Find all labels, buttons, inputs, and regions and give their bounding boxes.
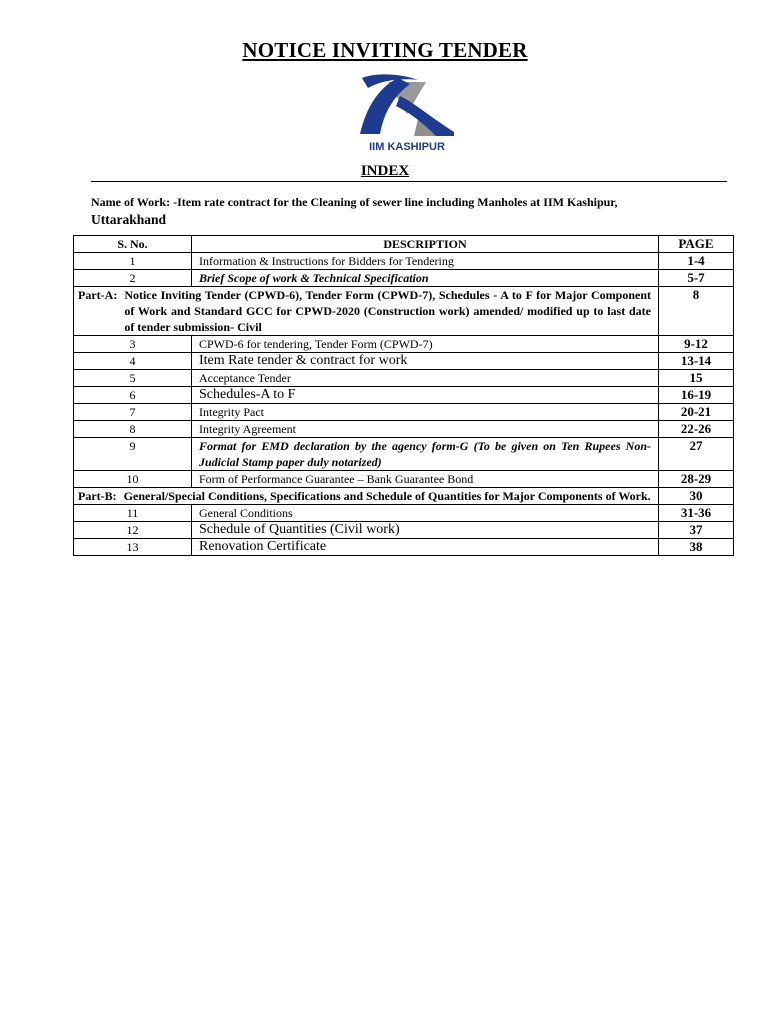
row-description: Format for EMD declaration by the agency form-G (To be given on Ten Rupees Non-Judicial Stamp paper duly notarized) (192, 438, 659, 471)
row-sno: 6 (74, 387, 192, 404)
row-description: Renovation Certificate (192, 539, 659, 556)
row-description: Acceptance Tender (192, 370, 659, 387)
table-row (74, 253, 734, 270)
table-row (74, 471, 734, 488)
name-of-work (91, 193, 731, 229)
row-description: Schedule of Quantities (Civil work) (192, 522, 659, 539)
part-a-cell (74, 287, 659, 336)
row-page: 22-26 (659, 421, 734, 438)
row-page: 37 (659, 522, 734, 539)
header-description: DESCRIPTION (192, 236, 659, 253)
row-description: Integrity Pact (192, 404, 659, 421)
part-a-page: 8 (659, 287, 734, 336)
index-heading: INDEX (360, 163, 410, 179)
table-header-row (74, 236, 734, 253)
table-row (74, 336, 734, 353)
part-a-label: Part-A: (78, 288, 118, 302)
part-b-page: 30 (659, 488, 734, 505)
row-description: Schedules-A to F (192, 387, 659, 404)
row-description: Brief Scope of work & Technical Specification (192, 270, 659, 287)
table-row (74, 438, 734, 471)
row-sno: 7 (74, 404, 192, 421)
row-sno: 5 (74, 370, 192, 387)
index-table (73, 235, 734, 556)
row-sno: 2 (74, 270, 192, 287)
table-row (74, 522, 734, 539)
row-page: 5-7 (659, 270, 734, 287)
logo-text: IIM KASHIPUR (369, 141, 445, 153)
row-description: Integrity Agreement (192, 421, 659, 438)
row-page: 38 (659, 539, 734, 556)
row-page: 9-12 (659, 336, 734, 353)
name-of-work-place: Uttarakhand (91, 212, 167, 227)
index-rule-line (91, 181, 727, 182)
row-sno: 10 (74, 471, 192, 488)
table-row (74, 539, 734, 556)
header-sno: S. No. (74, 236, 192, 253)
row-sno: 4 (74, 353, 192, 370)
table-row (74, 505, 734, 522)
row-page: 15 (659, 370, 734, 387)
part-b-cell (74, 488, 659, 505)
row-sno: 11 (74, 505, 192, 522)
row-page: 31-36 (659, 505, 734, 522)
document-title: NOTICE INVITING TENDER (242, 38, 528, 62)
row-page: 16-19 (659, 387, 734, 404)
header-page: PAGE (659, 236, 734, 253)
table-row (74, 370, 734, 387)
table-row (74, 387, 734, 404)
row-description: Information & Instructions for Bidders for Tendering (192, 253, 659, 270)
table-row (74, 270, 734, 287)
iim-kashipur-logo (352, 74, 462, 154)
part-a-text: Notice Inviting Tender (CPWD-6), Tender Form (CPWD-7), Schedules - A to F for Major Component of Work and Standard GCC for CPWD-2020 (Construction work) amended/ modified up to last date of tender submission- Civil (124, 288, 651, 334)
row-page: 20-21 (659, 404, 734, 421)
part-b-row (74, 488, 734, 505)
part-b-label: Part-B: (78, 489, 117, 503)
row-description: CPWD-6 for tendering, Tender Form (CPWD-7) (192, 336, 659, 353)
part-b-text: General/Special Conditions, Specifications and Schedule of Quantities for Major Components of Work. (123, 489, 651, 503)
row-sno: 1 (74, 253, 192, 270)
row-sno: 3 (74, 336, 192, 353)
row-sno: 12 (74, 522, 192, 539)
row-sno: 9 (74, 438, 192, 471)
table-row (74, 353, 734, 370)
table-row (74, 421, 734, 438)
row-description: General Conditions (192, 505, 659, 522)
name-of-work-line: Name of Work: -Item rate contract for the Cleaning of sewer line including Manholes at IIM Kashipur, (91, 195, 618, 209)
row-page: 13-14 (659, 353, 734, 370)
row-sno: 8 (74, 421, 192, 438)
row-page: 27 (659, 438, 734, 471)
table-row (74, 404, 734, 421)
row-description: Form of Performance Guarantee – Bank Guarantee Bond (192, 471, 659, 488)
row-page: 1-4 (659, 253, 734, 270)
part-a-row (74, 287, 734, 336)
row-description: Item Rate tender & contract for work (192, 353, 659, 370)
row-sno: 13 (74, 539, 192, 556)
row-page: 28-29 (659, 471, 734, 488)
